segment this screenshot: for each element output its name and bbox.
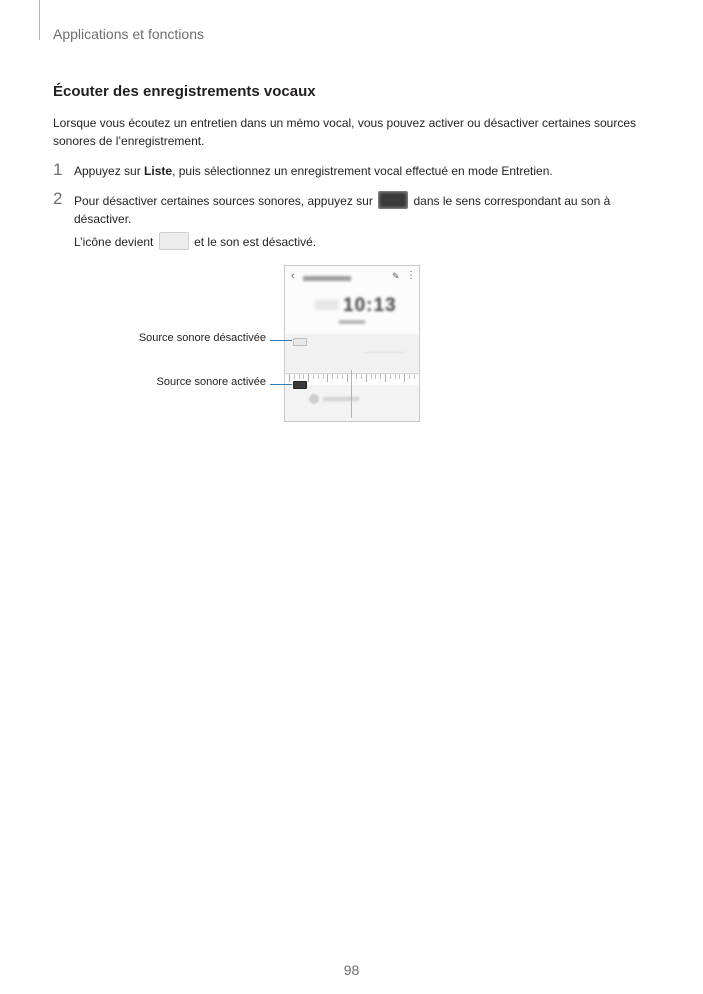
ruler-tick — [409, 374, 410, 379]
ruler-tick — [323, 374, 324, 379]
toggle-active-icon — [378, 191, 408, 209]
ruler-tick — [342, 374, 343, 379]
step-2-note — [74, 232, 654, 251]
waveform-segment — [323, 397, 359, 401]
more-options-icon: ⋮ — [406, 270, 416, 281]
ruler-tick — [399, 374, 400, 379]
step-1-text-before: Appuyez sur — [74, 164, 145, 178]
ruler-tick — [371, 374, 372, 379]
ruler-tick — [390, 374, 391, 379]
ruler-tick — [308, 374, 309, 382]
ruler-tick — [303, 374, 304, 379]
step-1-number: 1 — [53, 160, 63, 179]
section-heading: Écouter des enregistrements vocaux — [53, 83, 316, 100]
step-2-note-before: L’icône devient — [74, 235, 157, 249]
step-2-text-before: Pour désactiver certaines sources sonores, appuyez sur — [74, 194, 377, 208]
recorder-top-bar — [285, 270, 419, 286]
recording-name-blurred — [303, 276, 351, 281]
toggle-inactive-icon — [159, 232, 189, 250]
total-time-blurred — [339, 320, 365, 324]
toggle-active-icon — [293, 381, 307, 389]
callout-active-label: Source sonore activée — [156, 376, 266, 388]
edit-icon: ✎ — [392, 271, 400, 281]
ruler-tick — [347, 374, 348, 382]
callout-inactive-line — [270, 340, 292, 341]
ruler-tick — [414, 374, 415, 379]
ruler-tick — [366, 374, 367, 382]
ruler-tick — [294, 374, 295, 379]
step-2-number: 2 — [53, 189, 63, 208]
step-2-note-after: et le son est désactivé. — [190, 235, 317, 249]
ruler-tick — [313, 374, 314, 379]
intro-paragraph: Lorsque vous écoutez un entretien dans un mémo vocal, vous pouvez activer ou désactiver certaines sources sonores de l’enregistrement. — [53, 116, 636, 148]
waveform-band-bottom — [285, 385, 419, 421]
toggle-inactive-icon — [293, 338, 307, 346]
ruler-tick — [327, 374, 328, 382]
ruler-tick — [299, 374, 300, 379]
ruler-tick — [356, 374, 357, 379]
ruler-tick — [337, 374, 338, 379]
chapter-divider — [39, 0, 40, 40]
playhead — [351, 370, 352, 418]
ruler-tick — [380, 374, 381, 379]
ruler-tick — [318, 374, 319, 379]
chapter-title: Applications et fonctions — [53, 26, 204, 42]
playback-time: 10:13 — [343, 295, 397, 316]
ruler-tick — [395, 374, 396, 379]
step-2-text — [74, 191, 634, 228]
ruler-tick — [332, 374, 333, 379]
callout-active-line — [270, 384, 292, 385]
time-ghost — [315, 300, 339, 310]
step-1-text-after: , puis sélectionnez un enregistrement vocal effectué en mode Entretien. — [172, 164, 553, 178]
voice-recorder-screenshot — [284, 265, 420, 422]
ruler-tick — [289, 374, 290, 382]
ruler-tick — [385, 374, 386, 382]
ruler-tick — [419, 374, 420, 379]
callout-inactive-label: Source sonore désactivée — [138, 332, 266, 344]
step-1-bold-term: Liste — [144, 164, 173, 178]
ruler-tick — [404, 374, 405, 382]
step-2-text-after: dans le sens correspondant au son à désactiver. — [74, 194, 611, 226]
ruler-tick — [375, 374, 376, 379]
waveform-marker — [309, 394, 319, 404]
ruler-tick — [361, 374, 362, 379]
back-icon: ‹ — [291, 270, 295, 282]
step-1-text — [74, 162, 654, 180]
page-number: 98 — [343, 962, 360, 978]
